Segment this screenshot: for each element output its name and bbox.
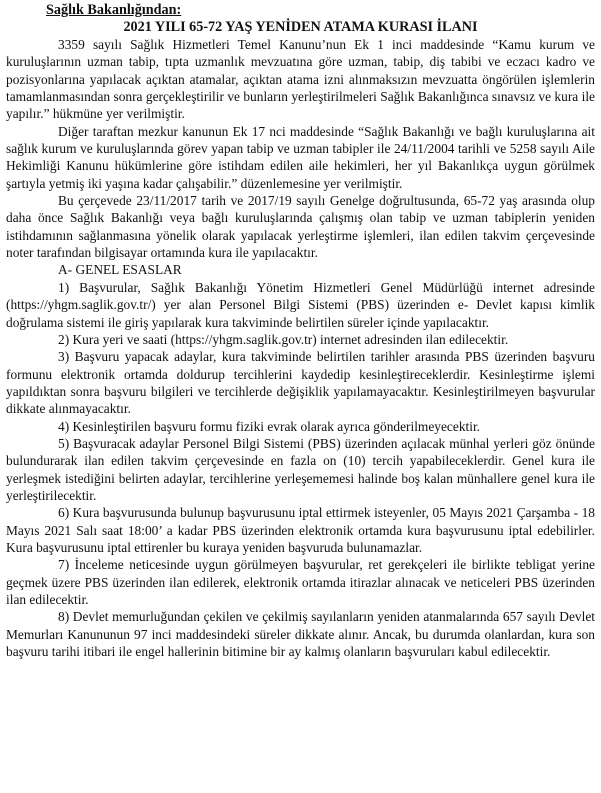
intro-paragraph-1: 3359 sayılı Sağlık Hizmetleri Temel Kanunu’nun Ek 1 inci maddesinde “Kamu kurum ve kuruluşlarının uzman tabip, tıpta uzmanlık mevzuatına göre uzman, tabip, diş tabibi ve eczacı kadro ve pozisyonlarına yapılacak açıktan atamalar, açıktan atama izni alınmaksızın mevzuatta öngörülen işlemlerin tamamlanmasından sonra gerçekleştirilir ve bunların yerleştirilmeleri Sağlık Bakanlığınca sınavsız ve kura ile yapılır.” hükmüne yer verilmiştir. xyxy=(6,37,595,122)
list-item-1: 1) Başvurular, Sağlık Bakanlığı Yönetim Hizmetleri Genel Müdürlüğü internet adresinde (https://yhgm.saglik.gov.tr/) yer alan Personel Bilgi Sistemi (PBS) üzerinden e- Devlet kapısı kimlik doğrulama sistemi ile giriş yapılarak kura takviminde belirtilen süreler içinde yapılacaktır. xyxy=(6,279,595,330)
announcement-title: 2021 YILI 65-72 YAŞ YENİDEN ATAMA KURASI İLANI xyxy=(123,19,478,35)
list-item-7: 7) İnceleme neticesinde uygun görülmeyen başvurular, ret gerekçeleri ile birlikte tebligat yerine geçmek üzere PBS üzerinden ilan edilerek, elektronik ortamda itirazlar alınacak ve neticeleri PBS üzerinden ilan edilecektir. xyxy=(6,557,595,607)
list-item-4: 4) Kesinleştirilen başvuru formu fiziki evrak olarak ayrıca gönderilmeyecektir. xyxy=(58,418,481,434)
list-item-8: 8) Devlet memurluğundan çekilen ve çekilmiş sayılanların yeniden atanmalarında 657 sayılı Devlet Memurları Kanununun 97 inci maddesindeki süreler dikkate alınır. Ancak, bu durumda olanlardan, kura son başvuru tarihi itibari ile engel hallerinin bitimine bir ay kalmış olanların başvuruları kabul edilecektir. xyxy=(6,609,595,660)
issuing-authority: Sağlık Bakanlığından: xyxy=(46,2,182,18)
intro-paragraph-3: Bu çerçevede 23/11/2017 tarih ve 2017/19 sayılı Genelge doğrultusunda, 65-72 yaş arasında olup daha önce Sağlık Bakanlığı veya bağlı kuruluşlarında çalışmış olan tabip ve uzman tabiplerin yeniden istihdamının sağlanmasına yönelik olarak yapılacak yerleştirme işlemleri, ilan edilen takvim çerçevesinde noter tarafından bilgisayar ortamında kura ile yapılacaktır. xyxy=(6,193,595,261)
list-item-2: 2) Kura yeri ve saati (https://yhgm.saglik.gov.tr) internet adresinden ilan edilecektir. xyxy=(58,331,509,347)
list-item-6: 6) Kura başvurusunda bulunup başvurusunu iptal ettirmek isteyenler, 05 Mayıs 2021 Çarşamba - 18 Mayıs 2021 Salı saat 18:00’ a kadar PBS üzerinden elektronik ortamda kura başvurusunu iptal edebilirler. Kura başvurusunu iptal ettirenler bu kuraya yeniden başvuruda bulunamazlar. xyxy=(6,505,595,555)
section-heading: A- GENEL ESASLAR xyxy=(58,262,182,278)
intro-paragraph-2: Diğer taraftan mezkur kanunun Ek 17 nci maddesinde “Sağlık Bakanlığı ve bağlı kuruluşlarına ait sağlık kurum ve kuruluşlarında görev yapan tabip ve uzman tabipler ile 24/11/2004 tarihli ve 5258 sayılı Aile Hekimliği Kanunu hükümlerine göre istihdam edilen aile hekimleri, her yıl Bakanlıkça uygun görülmek şartıyla yetmiş iki yaşına kadar çalışabilir.” düzenlemesine yer verilmiştir. xyxy=(6,123,595,191)
list-item-5: 5) Başvuracak adaylar Personel Bilgi Sistemi (PBS) üzerinden açılacak münhal yerleri göz önünde bulundurarak ilan edilen takvim çerçevesinde en fazla on (10) tercih yapabileceklerdir. Genel kura ile yerleşmek istediğini belirten adaylar, tercihlerine yerleşememesi halinde boş kalan münhallere genel kura ile yerleştirilecektir. xyxy=(6,435,595,503)
list-item-3: 3) Başvuru yapacak adaylar, kura takviminde belirtilen tarihler arasında PBS üzerinden başvuru formunu elektronik ortamda doldurup tercihlerini kaydedip kesinleştireceklerdir. Kesinleştirme işlemi yapıldıktan sonra başvuru bilgileri ve tercihlerde değişiklik yapılamayacaktır. Kesinleştirilmeyen başvurular dikkate alınmayacaktır. xyxy=(6,349,595,417)
